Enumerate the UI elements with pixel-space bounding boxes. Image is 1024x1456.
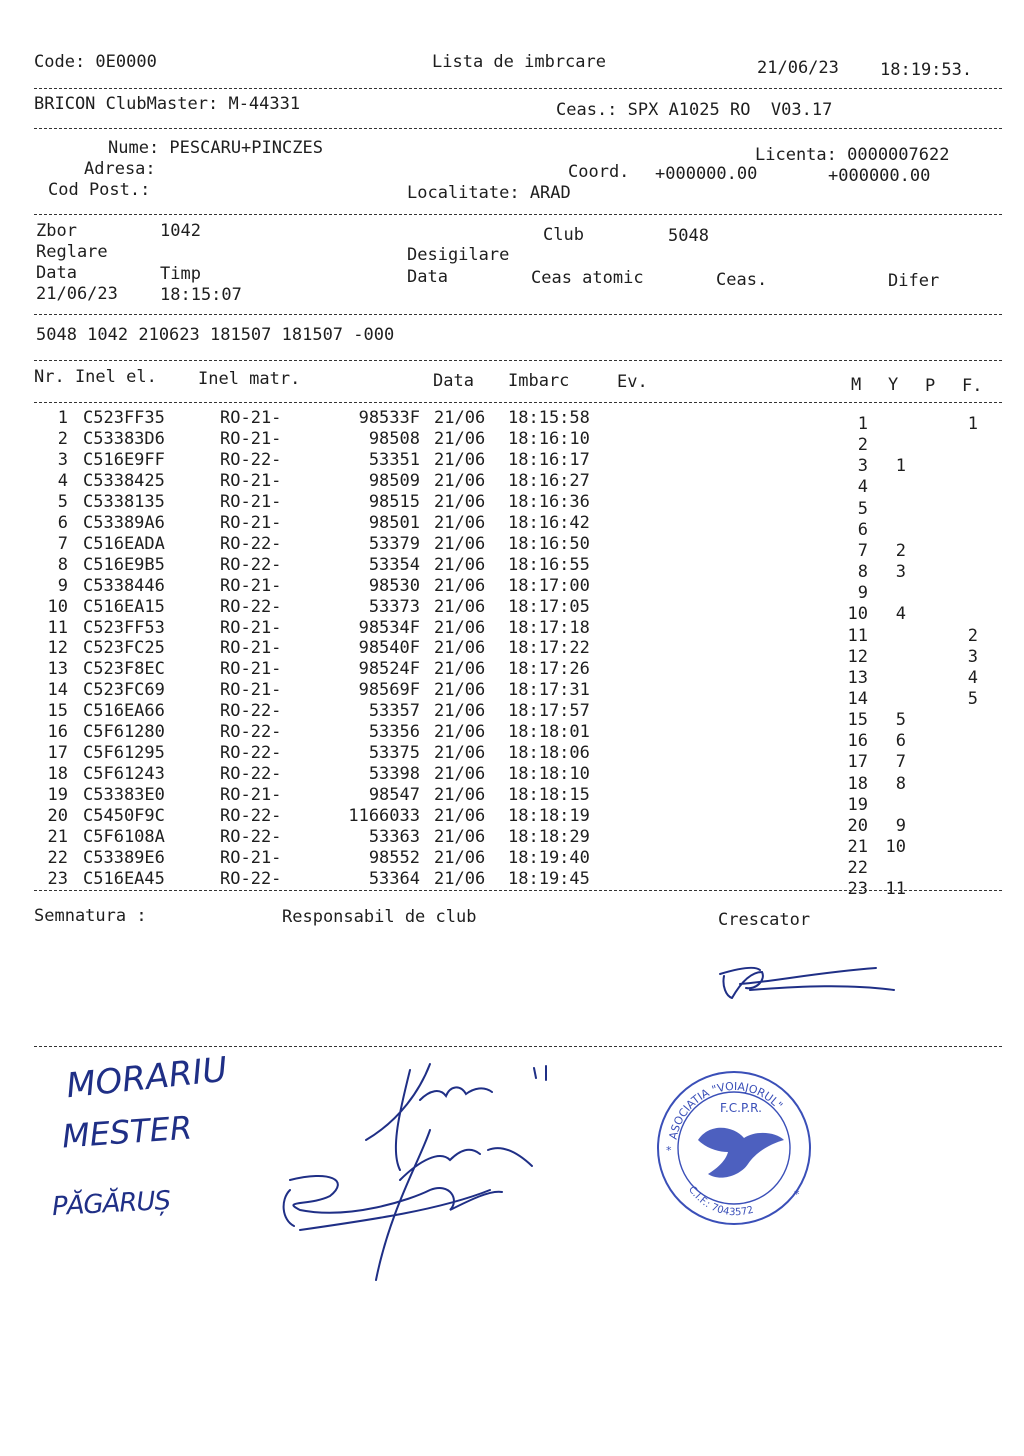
club-label: Club [543,225,584,245]
cell-prefix: RO-21- [220,408,282,428]
cell-inel-el: C5338425 [83,470,165,491]
ceas-label: Ceas. [716,270,768,290]
desigilare-label: Desigilare [407,245,510,265]
cell-m: 6 [857,519,868,540]
cell-m: 9 [857,583,868,604]
cell-nr: 17 [47,743,68,764]
table-row [0,408,1024,434]
cell-time: 18:18:10 [508,764,590,785]
cell-f: 4 [967,667,978,688]
coord-y: +000000.00 [828,166,931,186]
col-header-inel-matr: Inel matr. [198,369,301,389]
cell-date: 21/06 [434,638,486,659]
cell-date: 21/06 [434,785,486,806]
table-row [0,722,1024,752]
cell-date: 21/06 [434,617,486,638]
cell-date: 21/06 [434,470,486,491]
cell-y: 1 [895,456,906,477]
cell-nr: 5 [57,491,68,512]
cell-time: 18:19:40 [508,847,590,868]
cell-f: 2 [967,625,978,646]
cell-m: 15 [847,710,868,731]
cell-time: 18:17:57 [508,701,590,722]
star-icon: * [666,1144,672,1157]
owner-postcode: Cod Post.: [48,180,151,200]
cell-nr: 7 [57,533,68,554]
cell-inel-matr: 98501 [368,512,420,533]
cell-y: 9 [895,815,906,836]
cell-inel-matr: 53364 [368,868,420,889]
cell-inel-matr: 98552 [368,847,420,868]
cell-m: 14 [847,688,868,709]
table-row [0,575,1024,604]
cell-y: 7 [895,752,906,773]
cell-m: 5 [857,498,868,519]
cell-inel-matr: 98569F [358,680,420,701]
cell-inel-matr: 98508 [368,428,420,449]
responsabil-label: Responsabil de club [282,907,477,927]
cell-m: 23 [847,879,868,900]
license-number: Licenta: 0000007622 [755,145,950,165]
cell-y: 11 [885,879,906,900]
handwritten-name-3: PĂGĂRUȘ [51,1185,171,1223]
divider [34,88,1002,89]
cell-nr: 10 [47,596,68,617]
cell-nr: 16 [47,722,68,743]
table-row [0,596,1024,625]
cell-m: 4 [857,477,868,498]
cell-prefix: RO-22- [220,827,282,847]
divider [34,402,1002,403]
table-row [0,868,1024,900]
col-header-p: P [925,376,936,396]
cell-prefix: RO-22- [220,533,282,554]
stamp-center-text: F.C.P.R. [720,1101,762,1115]
cell-y: 5 [895,710,906,731]
cell-inel-el: C516EADA [83,533,165,554]
cell-time: 18:16:55 [508,554,590,575]
cell-date: 21/06 [434,554,486,575]
cell-m: 13 [847,667,868,688]
cell-nr: 3 [57,449,68,470]
cell-m: 12 [847,646,868,667]
cell-inel-matr: 1166033 [348,806,420,827]
cell-inel-el: C516EA45 [83,868,165,889]
divider [34,214,1002,215]
cell-inel-matr: 53398 [368,764,420,785]
cell-m: 17 [847,752,868,773]
cell-inel-el: C523FC69 [83,680,165,701]
cell-prefix: RO-22- [220,806,282,827]
cell-inel-el: C516E9B5 [83,554,165,575]
cell-y: 6 [895,731,906,752]
cell-f: 1 [967,414,978,434]
stamp-cif-text: C.I.F.: 7043572 [685,1184,755,1219]
cell-m: 20 [847,815,868,836]
commission-signatures [270,1050,570,1300]
cell-y: 3 [895,562,906,583]
clubmaster-id: BRICON ClubMaster: M-44331 [34,94,301,114]
cell-y: 8 [895,773,906,794]
cell-nr: 20 [47,806,68,827]
cell-prefix: RO-21- [220,617,282,638]
cell-prefix: RO-22- [220,868,282,889]
divider [34,1046,1002,1047]
divider [34,128,1002,129]
reglare-timp-label: Timp [160,264,201,284]
cell-nr: 2 [57,428,68,449]
cell-nr: 19 [47,785,68,806]
table-row [0,470,1024,498]
cell-inel-matr: 53375 [368,743,420,764]
crescator-signature [700,950,900,1010]
cell-time: 18:18:19 [508,806,590,827]
cell-inel-matr: 98540F [358,638,420,659]
cell-time: 18:16:27 [508,470,590,491]
table-row [0,449,1024,477]
reglare-data-label: Data [36,263,77,283]
cell-y: 4 [895,604,906,625]
summary-line: 5048 1042 210623 181507 181507 -000 [36,325,395,345]
cell-date: 21/06 [434,491,486,512]
cell-prefix: RO-22- [220,701,282,722]
cell-inel-matr: 98509 [368,470,420,491]
table-row [0,491,1024,519]
cell-nr: 22 [47,847,68,868]
cell-inel-el: C523F8EC [83,659,165,680]
cell-inel-el: C5450F9C [83,806,165,827]
cell-date: 21/06 [434,596,486,617]
cell-inel-matr: 98547 [368,785,420,806]
table-row [0,764,1024,794]
cell-date: 21/06 [434,701,486,722]
cell-prefix: RO-22- [220,449,282,470]
cell-m: 22 [847,858,868,879]
cell-inel-el: C53389A6 [83,512,165,533]
dove-icon [698,1128,784,1178]
table-row [0,701,1024,731]
cell-inel-matr: 53363 [368,827,420,847]
clock-id: Ceas.: SPX A1025 RO V03.17 [556,100,833,120]
cell-date: 21/06 [434,512,486,533]
ceas-atomic-label: Ceas atomic [531,268,644,288]
cell-inel-matr: 53356 [368,722,420,743]
cell-inel-el: C523FC25 [83,638,165,659]
table-row [0,428,1024,456]
cell-m: 18 [847,773,868,794]
stamp-ring-text: ASOCIATIA "VOIAJORUL" [666,1079,786,1141]
table-row [0,806,1024,836]
cell-nr: 8 [57,554,68,575]
cell-prefix: RO-22- [220,764,282,785]
cell-m: 19 [847,794,868,815]
cell-m: 7 [857,540,868,561]
cell-date: 21/06 [434,659,486,680]
locality: Localitate: ARAD [407,183,571,203]
cell-inel-matr: 53379 [368,533,420,554]
coord-x: +000000.00 [655,164,758,184]
cell-inel-matr: 53351 [368,449,420,470]
cell-inel-el: C516EA66 [83,701,165,722]
cell-time: 18:18:06 [508,743,590,764]
cell-time: 18:16:36 [508,491,590,512]
cell-date: 21/06 [434,743,486,764]
cell-y: 2 [895,540,906,561]
owner-name: Nume: PESCARU+PINCZES [108,138,323,158]
cell-time: 18:16:42 [508,512,590,533]
col-header-y: Y [888,375,899,395]
association-stamp [648,1060,818,1230]
divider [34,890,1002,891]
cell-date: 21/06 [434,868,486,889]
col-header-nr-inel-el: Nr. Inel el. [34,367,157,387]
cell-time: 18:15:58 [508,408,590,428]
cell-prefix: RO-22- [220,596,282,617]
cell-nr: 6 [57,512,68,533]
cell-date: 21/06 [434,680,486,701]
zbor-label: Zbor [36,221,77,241]
table-row [0,827,1024,857]
col-header-m: M [851,375,862,395]
cell-date: 21/06 [434,847,486,868]
col-header-f: F. [962,376,983,396]
zbor-value: 1042 [160,221,201,241]
cell-inel-matr: 53373 [368,596,420,617]
cell-time: 18:17:22 [508,638,590,659]
cell-time: 18:16:50 [508,533,590,554]
semnatura-label: Semnatura : [34,906,147,926]
handwritten-name-1: MORARIU [64,1049,230,1107]
cell-date: 21/06 [434,533,486,554]
cell-prefix: RO-22- [220,722,282,743]
cell-time: 18:18:29 [508,827,590,847]
cell-inel-el: C516EA15 [83,596,165,617]
cell-inel-el: C53383E0 [83,785,165,806]
cell-date: 21/06 [434,428,486,449]
cell-prefix: RO-21- [220,575,282,596]
col-header-imbarc: Imbarc [508,371,570,391]
cell-time: 18:18:15 [508,785,590,806]
cell-inel-matr: 98530 [368,575,420,596]
cell-m: 21 [847,837,868,857]
print-date: 21/06/23 [757,58,839,78]
cell-date: 21/06 [434,449,486,470]
cell-f: 5 [967,688,978,709]
cell-date: 21/06 [434,764,486,785]
cell-inel-el: C5F61243 [83,764,165,785]
cell-inel-el: C5F61295 [83,743,165,764]
table-row [0,785,1024,815]
cell-nr: 15 [47,701,68,722]
cell-date: 21/06 [434,722,486,743]
table-row [0,680,1024,709]
cell-m: 16 [847,731,868,752]
cell-prefix: RO-21- [220,659,282,680]
club-value: 5048 [668,226,709,246]
handwritten-name-2: MESTER [60,1108,194,1156]
cell-inel-matr: 53357 [368,701,420,722]
code-label: Code: 0E0000 [34,52,157,72]
difer-label: Difer [888,271,940,291]
divider [34,314,1002,315]
cell-time: 18:17:31 [508,680,590,701]
cell-nr: 21 [47,827,68,847]
cell-time: 18:17:05 [508,596,590,617]
cell-inel-matr: 98515 [368,491,420,512]
table-row [0,743,1024,773]
cell-prefix: RO-21- [220,470,282,491]
col-header-data: Data [433,371,474,391]
cell-date: 21/06 [434,575,486,596]
cell-inel-matr: 98534F [358,617,420,638]
cell-inel-el: C5338446 [83,575,165,596]
cell-prefix: RO-21- [220,638,282,659]
cell-m: 2 [857,435,868,456]
cell-time: 18:19:45 [508,868,590,889]
cell-prefix: RO-22- [220,743,282,764]
cell-inel-el: C53383D6 [83,428,165,449]
cell-m: 11 [847,625,868,646]
cell-f: 3 [967,646,978,667]
cell-nr: 9 [57,575,68,596]
cell-inel-el: C5338135 [83,491,165,512]
table-row [0,659,1024,688]
cell-time: 18:16:17 [508,449,590,470]
cell-date: 21/06 [434,408,486,428]
cell-time: 18:17:18 [508,617,590,638]
cell-time: 18:16:10 [508,428,590,449]
cell-prefix: RO-21- [220,512,282,533]
owner-address: Adresa: [84,159,156,179]
cell-prefix: RO-22- [220,554,282,575]
cell-inel-el: C516E9FF [83,449,165,470]
cell-m: 1 [857,414,868,434]
cell-prefix: RO-21- [220,491,282,512]
table-row [0,533,1024,561]
cell-m: 3 [857,456,868,477]
cell-nr: 12 [47,638,68,659]
cell-nr: 1 [57,408,68,428]
star-icon: * [794,1188,800,1201]
cell-nr: 14 [47,680,68,701]
cell-nr: 23 [47,868,68,889]
cell-time: 18:18:01 [508,722,590,743]
cell-nr: 18 [47,764,68,785]
cell-inel-matr: 98524F [358,659,420,680]
cell-inel-el: C5F61280 [83,722,165,743]
cell-nr: 11 [47,617,68,638]
cell-inel-el: C53389E6 [83,847,165,868]
cell-inel-el: C523FF53 [83,617,165,638]
document-title: Lista de imbrcare [432,52,606,72]
cell-nr: 4 [57,470,68,491]
cell-prefix: RO-21- [220,428,282,449]
cell-inel-el: C523FF35 [83,408,165,428]
coord-label: Coord. [568,162,630,182]
crescator-label: Crescator [718,910,811,930]
table-row [0,638,1024,667]
reglare-label: Reglare [36,242,108,262]
desigilare-data-label: Data [407,267,448,287]
print-time: 18:19:53. [880,60,973,80]
cell-time: 18:17:26 [508,659,590,680]
cell-nr: 13 [47,659,68,680]
divider [34,360,1002,361]
cell-inel-matr: 98533F [358,408,420,428]
reglare-date: 21/06/23 [36,284,118,304]
cell-time: 18:17:00 [508,575,590,596]
cell-inel-matr: 53354 [368,554,420,575]
reglare-time: 18:15:07 [160,285,242,305]
cell-y: 10 [885,837,906,857]
cell-date: 21/06 [434,806,486,827]
table-row [0,617,1024,646]
cell-m: 8 [857,562,868,583]
table-row [0,554,1024,583]
table-row [0,512,1024,540]
cell-m: 10 [847,604,868,625]
cell-inel-el: C5F6108A [83,827,165,847]
cell-prefix: RO-21- [220,785,282,806]
cell-prefix: RO-21- [220,680,282,701]
col-header-ev: Ev. [617,372,648,392]
cell-date: 21/06 [434,827,486,847]
cell-prefix: RO-21- [220,847,282,868]
